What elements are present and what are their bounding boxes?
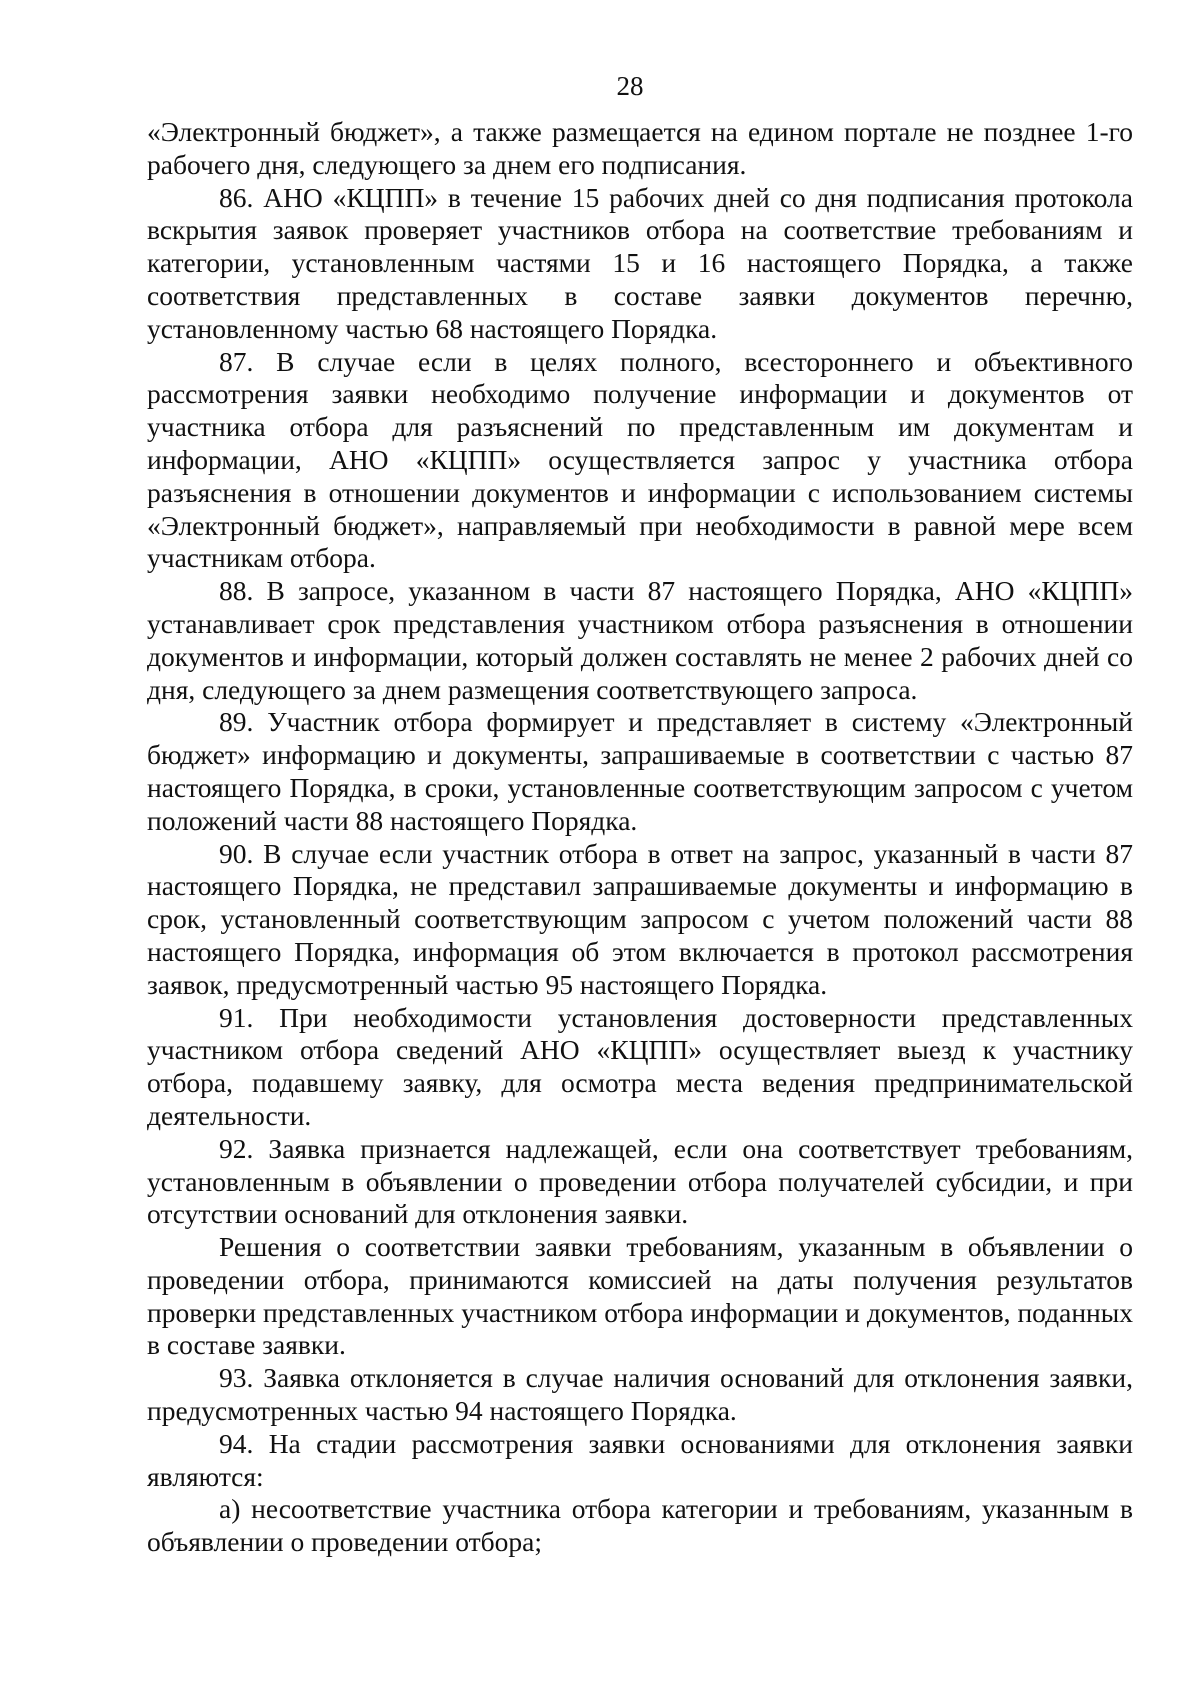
- paragraph-92-decisions: Решения о соответствии заявки требованиям, указанным в объявлении о проведении отбора, принимаются комиссией на даты получения результатов проверки представленных участником отбора информации и документов, поданных в составе заявки.: [147, 1231, 1133, 1361]
- paragraph-91: 91. При необходимости установления достоверности представленных участником отбора сведений АНО «КЦПП» осуществляет выезд к участнику отбора, подавшему заявку, для осмотра места ведения предпринимательской деятельности.: [147, 1001, 1133, 1131]
- paragraph-92: 92. Заявка признается надлежащей, если она соответствует требованиям, установленным в объявлении о проведении отбора получателей субсидии, и при отсутствии оснований для отклонения заявки.: [147, 1132, 1133, 1230]
- paragraph-continuation: «Электронный бюджет», а также размещается на едином портале не позднее 1-го рабочего дня, следующего за днем его подписания.: [147, 116, 1133, 180]
- document-body: [147, 116, 1133, 1559]
- paragraph-93: 93. Заявка отклоняется в случае наличия оснований для отклонения заявки, предусмотренных частью 94 настоящего Порядка.: [147, 1362, 1133, 1427]
- paragraph-94-a: а) несоответствие участника отбора категории и требованиям, указанным в объявлении о проведении отбора;: [147, 1493, 1133, 1558]
- paragraph-94: 94. На стадии рассмотрения заявки основаниями для отклонения заявки являются:: [147, 1427, 1133, 1492]
- paragraph-90: 90. В случае если участник отбора в ответ на запрос, указанный в части 87 настоящего Порядка, не представил запрашиваемые документы и информацию в срок, установленный соответствующим запросом с учетом положений части 88 настоящего Порядка, информация об этом включается в протокол рассмотрения заявок, предусмотренный частью 95 настоящего Порядка.: [147, 837, 1133, 1000]
- paragraph-86: 86. АНО «КЦПП» в течение 15 рабочих дней со дня подписания протокола вскрытия заявок проверяет участников отбора на соответствие требованиям и категории, установленным частями 15 и 16 настоящего Порядка, а также соответствия представленных в составе заявки документов перечню, установленному частью 68 настоящего Порядка.: [147, 181, 1133, 344]
- paragraph-87: 87. В случае если в целях полного, всестороннего и объективного рассмотрения заявки необходимо получение информации и документов от участника отбора для разъяснений по представленным им документам и информации, АНО «КЦПП» осуществляется запрос у участника отбора разъяснения в отношении документов и информации с использованием системы «Электронный бюджет», направляемый при необходимости в равной мере всем участникам отбора.: [147, 345, 1133, 574]
- paragraph-88: 88. В запросе, указанном в части 87 настоящего Порядка, АНО «КЦПП» устанавливает срок представления участником отбора разъяснения в отношении документов и информации, который должен составлять не менее 2 рабочих дней со дня, следующего за днем размещения соответствующего запроса.: [147, 575, 1133, 705]
- page-number: 28: [616, 71, 644, 101]
- paragraph-89: 89. Участник отбора формирует и представляет в систему «Электронный бюджет» информацию и документы, запрашиваемые в соответствии с частью 87 настоящего Порядка, в сроки, установленные соответствующим запросом с учетом положений части 88 настоящего Порядка.: [147, 706, 1133, 836]
